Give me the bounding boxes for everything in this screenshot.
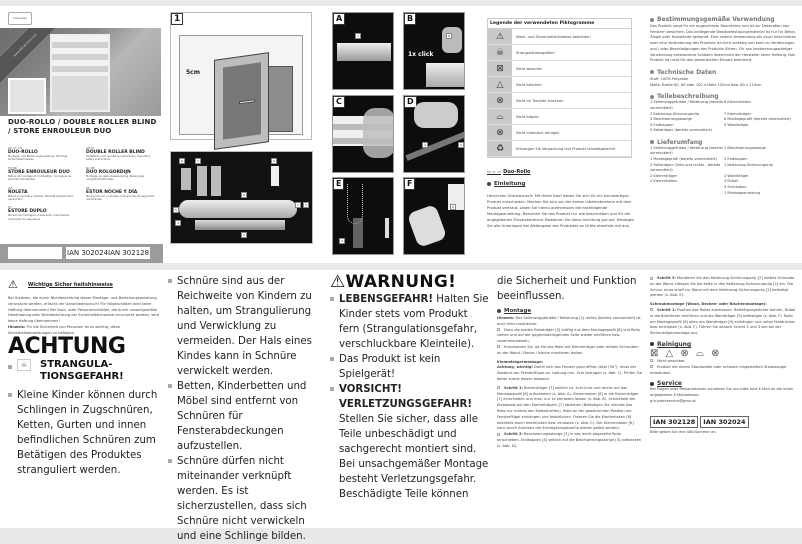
language-list — [8, 146, 158, 221]
no-iron-icon: ⌓ — [488, 109, 512, 124]
cover-title: DUO-ROLLO / DOUBLE ROLLER BLIND / STORE ENROULEUR DUO — [8, 118, 157, 135]
language-item: DE AT CH DUO-ROLLO Montage- und Bedienungsanleitung, Wichtige Sicherheitshinweise — [8, 146, 68, 162]
warning-triangle-icon: ⚠ — [488, 29, 512, 44]
parts-overview-photo: 6 7 8 5 9 1 2 4 3 — [170, 151, 313, 244]
legend-title: Legende der verwendeten Piktogramme — [488, 19, 631, 29]
page-2 — [0, 270, 802, 542]
figure-label: 1 — [171, 13, 183, 25]
language-item: PT ESTORE DUPLO Manual de montagem e operação, importantes indicações de segurança — [8, 205, 70, 221]
no-wash-icon: ⊠ — [488, 61, 512, 76]
window-sash — [214, 52, 269, 150]
legend-row: ⚠ Warn- und Sicherheitshinweise beachten! — [488, 29, 631, 45]
figure-1-window — [170, 12, 312, 140]
warnung-section — [330, 272, 490, 502]
click-caption: 1x click — [408, 51, 434, 58]
inset-photo — [8, 78, 46, 114]
einleitung-text: Herzlichen Glückwunsch! Mit Ihrem Kauf haben Sie sich für ein hochwertiges Produkt entschieden. Machen Sie sich vor der ersten Inbetriebnahme mit dem Produkt vertraut. Lesen Sie hierzu aufmerksam die nachfolgende Montageanleitung. Benutzen Sie das Produkt nur wie beschrieben und für die angegebenen Einsatzbereiche. Bewahren Sie diese Anleitung gut auf. Händigen Sie alle Unterlagen bei Weitergabe des Produktes an Dritte ebenfalls mit aus. — [487, 194, 635, 228]
window-illustration — [50, 34, 110, 112]
no-dry-clean-icon: ⊗ — [488, 125, 512, 140]
ian-boxes — [650, 409, 798, 428]
warning-triangle-icon: ⚠ — [8, 278, 18, 291]
language-item: FR BE STORE ENROULEUR DUO Notice de montage et d'utilisation, Consignes de sécurité importantes — [8, 165, 72, 182]
strangulation-icon: ☠ — [488, 45, 512, 60]
heading-lieferumfang: Lieferumfang — [650, 139, 798, 146]
language-item: ES ESTOR NOCHE Y DÍA Manual de uso y montaje, indicaciones de seguridad importantes — [86, 185, 155, 202]
service-text: Bei Fragen oder Reklamationen schreiben Sie uns bitte eine E-Mail an die unten angegebene E-Mailadresse: g.kundenservice@gmx.at — [650, 387, 794, 403]
legend-row: ⊠ Nicht waschen — [488, 61, 631, 77]
heading-bestimmung: Bestimmungsgemäße Verwendung — [650, 16, 798, 23]
warning-triangle-icon: ⚠ — [330, 272, 346, 292]
delivery-list: 1 Seitenzuggetriebe / Kettenzug (bereits vormontiert) 1 Beschwerungsstange 1 Montageprofil (bereits vormontiert) 2 Endkappen 2 Rolloträger (links und rechts - bereits vormontiert) 1 Kettenzug-Sicherungsclip 2 Klemmträger 2 Wandträger 2 Klemmhaken 3 Dübel 3 Schrauben 1 Montageanleitung — [650, 145, 774, 195]
language-item: CZ ROLETA Návod k montáži a obsluze, Důležitá bezpečnostní upozornění — [8, 185, 74, 202]
pictogram-legend — [487, 18, 632, 158]
cover — [0, 6, 163, 263]
heading-einleitung: Einleitung — [487, 181, 525, 187]
warning-list-1: Kleine Kinder können durch Schlingen in Zugschnüren, Ketten, Gurten und innen befindlichen Schnüren zum Betätigen des Produktes stranguliert werden. — [8, 388, 163, 478]
distance-label: 5cm — [186, 69, 200, 76]
warning-list-2: Schnüre sind aus der Reichweite von Kindern zu halten, um Strangulierung und Verwicklung zu vermeiden. Der Hals eines Kindes kann in Schnüre verwickelt werden. Betten, Kinderbetten und Möbel sind entfernt von Schnüren für Fensterabdeckungen aufzustellen. Schnüre dürfen nicht miteinander verknüpft werden. Es ist sicherzustellen, dass sich Schnüre nicht verwickeln und eine Schlinge bilden. — [168, 274, 326, 544]
photo-step-f: F 1 2 9 — [403, 177, 465, 255]
legend-row: ♻ Entsorgen Sie Verpackung und Produkt umweltgerecht! — [488, 141, 631, 157]
photo-step-a: A 7 — [332, 12, 394, 90]
heading-technische-daten: Technische Daten — [650, 69, 798, 76]
cleaning-service-column — [650, 276, 798, 436]
legend-row: ⊗ Nicht im Tumbler trocknen — [488, 93, 631, 109]
reinigung-list: Nicht waschbar. Produkt mit einem Staubwedel oder schwach eingestellten Staubsauger entstauben. — [650, 358, 787, 375]
photo-step-c: C — [332, 95, 394, 173]
page-1 — [0, 6, 802, 263]
ian-number: IAN 302024IAN 302128 — [67, 249, 150, 257]
language-item: NL BE DUO ROLGORDIJN Montage- en gebruiksaanwijzing, Belangrijke veiligheidsinstructies — [86, 165, 145, 182]
warning-continuation: die Sicherheit und Funktion beeinflussen. — [497, 276, 637, 302]
technical-data: Stoff: 100% Polyester Maße: Breite 60, 80 oder 100 x Höhe 150cm bzw. 80 x 210cm — [650, 76, 762, 87]
ian-blank-box — [8, 247, 62, 259]
photo-step-b: B 1x click 6 — [403, 12, 465, 90]
service-email[interactable]: g.kundenservice@gmx.at — [650, 398, 696, 403]
recycle-icon: ♻ — [488, 141, 512, 156]
legend-row: ⌓ Nicht bügeln — [488, 109, 631, 125]
right-column — [650, 16, 798, 201]
cover-footer — [0, 244, 163, 263]
window-frame — [179, 35, 303, 135]
ian-note: Bitte geben Sie Ihre IAN-Nummer an. — [650, 429, 717, 434]
montage-text: Hinweis: Das Seitenzuggetriebe / Kettenzug [1] rechts (bereits vormontiert) ist auch links montierbar. Dazu die beiden Rolloträger [5] kräftig aus dem Montageprofil [8] und Rollo ziehen und auf der gegenüberliegenden Seite wieder einführen bzw. zusammensetzen. Entscheiden Sie, ob Sie das Rollo mit Klemmträger oder mittels Schrauben an der Wand / Decke / Nische montieren wollen. Klemmträgermontage: Achtung, wichtig! Damit sich das Fenster ganz öffnen lässt (90°), muss der Abstand von Fensterflügel zur Laibung min. 5cm betragen (s. Abb. 1). Prüfen Sie daher zuerst diesen Abstand. Schritt 1: Klemmträger [7] seitlich ca. 4cm links und rechts auf das Montageprofil [8] aufschieben (s. Abb. A). Klemmhaken [6] in die Klemmträger [7] einschieben und max. nur 1x einrasten lassen (s. Abb. B). Schutzfolie der Klebepads auf den Klemmträgern [7] abziehen (Befestigen Sie niemals das Rollo nur mittels den Klebestreifen). Rollo an der gewünschten Position am Fensterflügel einhängen und festdrücken. Fixieren Sie die Klemmhaken [6] ebenfalls durch festdrücken bzw. einrasten (s. Abb. C). Der Klemmhaken [6] kann durch Anheben der Entriegelungslasche wieder gelöst werden. Schritt 2: Beschwerungsstange [3] in das leicht abgerollte Rollo einschieben. Endkappen [4] seitlich auf die Beschwerungsstange [3] aufstecken (s. Abb. D). — [497, 316, 642, 448]
ian-box: IAN 302128 — [650, 416, 698, 428]
care-symbols-icon: ⊠ △ ⊗ ⌓ ⊗ — [650, 347, 722, 359]
roller-tube — [179, 200, 297, 218]
legend-row: ☠ Strangulationsgefahr! — [488, 45, 631, 61]
heading-teilebeschreibung: Teilebeschreibung — [650, 93, 798, 100]
brand-logo: meradiso — [8, 12, 32, 25]
legend-row: △ Nicht bleichen — [488, 77, 631, 93]
photo-step-d: D 4 3 — [403, 95, 465, 173]
section-title-duo-rollo: DE AT CH Duo-Rollo — [487, 169, 531, 175]
montage-steps-cont: Schritt 3: Montieren Sie den Kettenzug-Sicherungsclip [2] mittels Schraube an der Wand. Hängen Sie die Kette in den Kettenzug-Sicherungsclip [2] ein. Die Schnur muss straff zur Wand mit dem Kettenzug-Sicherungsclip [2] befestigt werden (s. Abb. E). Schraubmontage (Wand, Decken- oder Nischenmontage): Schritt 1: Position des Rollos ausmessen. Befestigungslöcher bohren, Dübel in die Bohrlöcher einführen und die Wandträger [9] befestigen (s. Abb. F). Rollo am Montageprofil [8] oben am Wandträger [9] einhängen und unten festdrücken bzw. einklipsen (s. Abb. F). Führen Sie danach Schritt 2 und 3 wie bei der Klemmträgermontage aus. — [650, 276, 796, 336]
cover-photo — [0, 28, 161, 116]
strangulation-icon: ☠ — [17, 359, 31, 371]
achtung-heading: ACHTUNG — [8, 334, 126, 359]
no-tumble-dry-icon: ⊗ — [488, 93, 512, 108]
safety-text: Bei Schäden, die durch Nichtbeachtung dieser Montage- und Bedienungsanleitung verursacht werden, erlischt der Garantieanspruch! Für Folgeschäden wird keine Haftung übernommen! Bei Sach- oder Personenschäden, die durch unsachgemäße Handhabung oder Nichtbeachtung der Sicherheitshinweise verursacht werden, wird keine Haftung übernommen! Hinweis: Für die Sicherheit von Personen ist es wichtig, diese Sicherheitsanweisungen zu befolgen. — [8, 296, 159, 335]
ian-box: IAN 302024 — [700, 416, 748, 428]
strangulation-warning: ☠ STRANGULA-TIONSGEFAHR! — [8, 359, 120, 383]
language-item: GB IE DOUBLE ROLLER BLIND Installation and operating instructions, Important safety instructions — [86, 146, 150, 162]
photo-step-e: E 2 — [332, 177, 394, 255]
heading-montage: Montage — [497, 308, 642, 314]
warnung-heading: WARNUNG! — [345, 272, 457, 292]
legend-row: ⊗ Nicht chemisch reinigen — [488, 125, 631, 141]
bestimmung-text: Das Produkt sorgt für ein angenehmes Raumklima und ist zur Dekoration von Fenstern bestimmt. Das beiliegende Wandbefestigungsmaterial ist nur für Beton, Ziegel oder Holzwände geeignet. Eine andere Verwendung als zuvor beschrieben oder eine Veränderung des Produkts ist nicht zulässig und kann zu Verletzungen und / oder Beschädigungen des Produkts führen. Für aus bestimmungswidriger Verwendung entstandene Schäden übernimmt der Hersteller keine Haftung. Das Produkt ist nicht für den gewerblichen Einsatz bestimmt. — [650, 24, 797, 63]
heading-service: Service — [650, 380, 798, 387]
safety-section — [8, 278, 163, 337]
website-banner: www.lidl-service.com — [0, 28, 70, 90]
montage-column — [497, 274, 642, 450]
weight-bar — [195, 220, 285, 230]
safety-heading: Wichtige Sicher heitshinweise — [27, 281, 113, 288]
warnung-list: LEBENSGEFAHR! Halten Sie Kinder stets vom Produkt fern (Strangulationsgefahr, verschluckbare Kleinteile). Das Produkt ist kein Spielgerät! VORSICHT! VERLETZUNGSGEFAHR! Stellen Sie sicher, dass alle Teile unbeschädigt und sachgerecht montiert sind. Bei unsachgemäßer Montage besteht Verletzungsgefahr. Beschädigte Teile können — [330, 292, 490, 502]
heading-reinigung: Reinigung — [650, 341, 798, 348]
parts-list: 1 Seitenzuggetriebe / Kettenzug (bereits vormontiert) 6 Klemmhaken 2 Kettenzug-Sicherungsclip 7 Klemmträger 3 Beschwerungsstange 8 Montageprofil (bereits vormontiert) 4 Endkappen 9 Wandträger 5 Rolloträger (bereits vormontiert) — [650, 100, 791, 133]
no-bleach-icon: △ — [488, 77, 512, 92]
